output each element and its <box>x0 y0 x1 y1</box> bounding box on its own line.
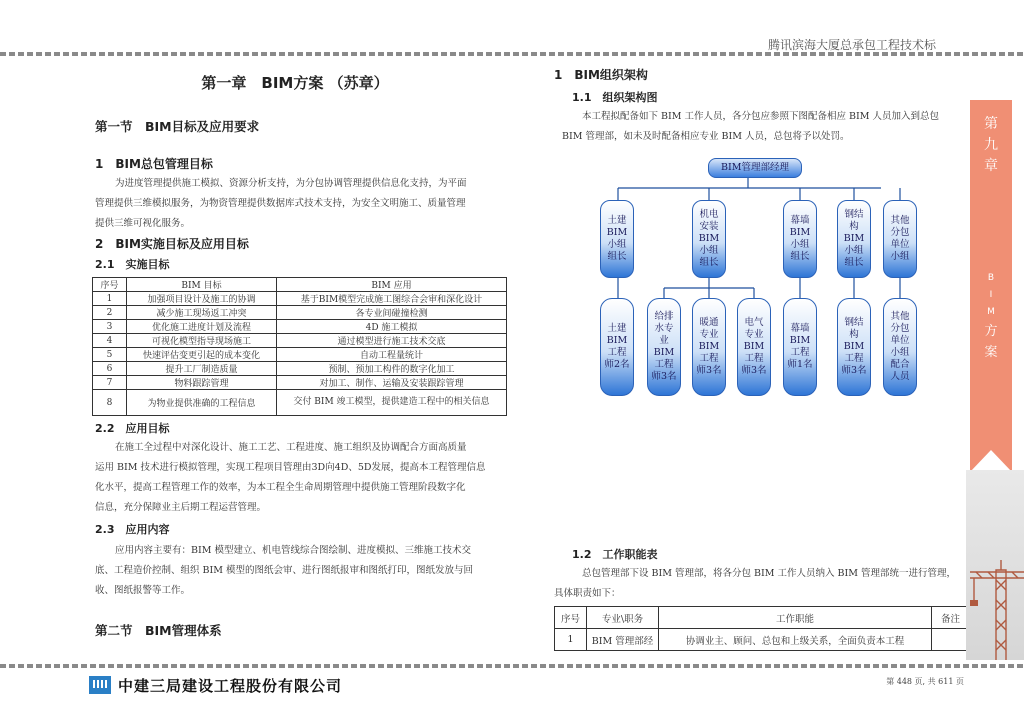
paragraph-line: 在施工全过程中对深化设计、施工工艺、工程进度、施工组织及协调配合方面高质量 <box>115 442 467 453</box>
table-cell: 8 <box>93 390 127 416</box>
table-cell: 5 <box>93 348 127 362</box>
paragraph-line: BIM 管理部，如未及时配备相应专业 BIM 人员，总包将予以处罚。 <box>562 131 850 142</box>
heading: 1 BIM总包管理目标 <box>95 157 213 171</box>
table-header-row <box>93 278 507 292</box>
org-node-civil-engineers: 土建BIM工程师2名 <box>600 298 634 396</box>
heading: 2 BIM实施目标及应用目标 <box>95 237 249 251</box>
ribbon-topic-label: B I M 方 案 <box>984 273 998 360</box>
company-logo-icon <box>89 676 111 694</box>
table-header-cell: 专业\职务 <box>587 607 659 629</box>
table-cell: 1 <box>555 629 587 651</box>
table-cell: 快速评估变更引起的成本变化 <box>127 348 277 362</box>
table-row <box>93 362 507 376</box>
table-header-cell: BIM 目标 <box>127 278 277 292</box>
table-row <box>555 629 970 651</box>
paragraph-line: 为进度管理提供施工模拟、资源分析支持，为分包协调管理提供信息化支持，为平面 <box>115 178 467 189</box>
document-header-title: 腾讯滨海大厦总承包工程技术标 <box>767 38 936 52</box>
table-cell: 预制、预加工构件的数字化加工 <box>277 362 507 376</box>
header-divider <box>0 52 1024 56</box>
table-cell: 6 <box>93 362 127 376</box>
table-cell: 可视化模型指导现场施工 <box>127 334 277 348</box>
table-cell: BIM 管理部经 <box>587 629 659 651</box>
chapter-ribbon <box>966 100 1024 472</box>
table-cell: 协调业主、顾问、总包和上级关系，全面负责本工程 <box>659 629 932 651</box>
table-cell: 提升工厂制造质量 <box>127 362 277 376</box>
table-row <box>93 306 507 320</box>
table-cell <box>932 629 970 651</box>
org-node-electrical-engineers: 电气专业BIM工程师3名 <box>737 298 771 396</box>
table-row <box>93 376 507 390</box>
heading: 2.1 实施目标 <box>95 258 170 271</box>
heading: 1.2 工作职能表 <box>572 548 658 561</box>
table-cell: 自动工程量统计 <box>277 348 507 362</box>
table-row <box>93 292 507 306</box>
footer-company-name: 中建三局建设工程股份有限公司 <box>118 677 343 695</box>
table-cell: 2 <box>93 306 127 320</box>
org-node-mep-leader: 机电安装BIM小组组长 <box>692 200 726 278</box>
table-cell: 加强项目设计及施工的协调 <box>127 292 277 306</box>
table-cell: 为物业提供准确的工程信息 <box>127 390 277 416</box>
work-duty-table <box>554 606 970 651</box>
ribbon-chapter-label: 第 九 章 <box>984 116 998 174</box>
org-node-other-subcontractors: 其他分包单位小组 <box>883 200 917 278</box>
table-row <box>93 320 507 334</box>
org-node-civil-leader: 土建BIM小组组长 <box>600 200 634 278</box>
section-title: 第二节 BIM管理体系 <box>95 623 222 638</box>
paragraph-line: 化水平，提高工程管理工作的效率，为本工程全生命周期管理中提供施工管理阶段数字化 <box>95 482 466 493</box>
table-cell: 基于BIM模型完成施工图综合会审和深化设计 <box>277 292 507 306</box>
org-node-curtainwall-engineer: 幕墙BIM工程师1名 <box>783 298 817 396</box>
org-node-steel-leader: 钢结构BIM小组组长 <box>837 200 871 278</box>
footer-page-number: 第 448 页, 共 611 页 <box>886 677 964 686</box>
paragraph-line: 底、工程造价控制、组织 BIM 模型的图纸会审、进行图纸报审和图纸打印，图纸发放与回 <box>95 565 474 576</box>
paragraph-line: 本工程拟配备如下 BIM 工作人员，各分包应参照下图配备相应 BIM 人员加入到总包 <box>582 111 940 122</box>
heading: 2.3 应用内容 <box>95 523 170 536</box>
table-cell: 4 <box>93 334 127 348</box>
paragraph-line: 总包管理部下设 BIM 管理部，将各分包 BIM 工作人员纳入 BIM 管理部统一进行管理， <box>582 568 957 579</box>
table-header-cell: 工作职能 <box>659 607 932 629</box>
paragraph-line: 信息，充分保障业主后期工程运营管理。 <box>95 502 267 513</box>
table-header-cell: 备注 <box>932 607 970 629</box>
table-cell: 3 <box>93 320 127 334</box>
table-row <box>93 348 507 362</box>
table-cell: 4D 施工模拟 <box>277 320 507 334</box>
section-title: 第一节 BIM目标及应用要求 <box>95 119 260 134</box>
table-cell: 物料跟踪管理 <box>127 376 277 390</box>
org-chart <box>554 150 968 414</box>
table-cell: 优化施工进度计划及流程 <box>127 320 277 334</box>
table-header-cell: BIM 应用 <box>277 278 507 292</box>
table-header-cell: 序号 <box>555 607 587 629</box>
chapter-title: 第一章 BIM方案 （苏章） <box>201 74 389 92</box>
heading: 1.1 组织架构图 <box>572 91 658 104</box>
table-header-cell: 序号 <box>93 278 127 292</box>
paragraph-line: 收、图纸报警等工作。 <box>95 585 191 596</box>
org-node-curtainwall-leader: 幕墙BIM小组组长 <box>783 200 817 278</box>
org-node-hvac-engineers: 暖通专业BIM工程师3名 <box>692 298 726 396</box>
org-node-bim-manager: BIM管理部经理 <box>708 158 802 178</box>
table-cell: 对加工、制作、运输及安装跟踪管理 <box>277 376 507 390</box>
org-node-plumbing-engineers: 给排水专业BIM工程师3名 <box>647 298 681 396</box>
org-node-steel-engineers: 钢结构BIM工程师3名 <box>837 298 871 396</box>
table-cell: 减少施工现场返工冲突 <box>127 306 277 320</box>
table-cell: 各专业间碰撞检测 <box>277 306 507 320</box>
heading: 2.2 应用目标 <box>95 422 170 435</box>
paragraph-line: 运用 BIM 技术进行模拟管理，实现工程项目管理由3D向4D、5D发展，提高本工程管理信息 <box>95 462 486 473</box>
table-header-row <box>555 607 970 629</box>
paragraph-line: 具体职责如下： <box>554 588 621 599</box>
table-cell: 1 <box>93 292 127 306</box>
footer-divider <box>0 664 1024 668</box>
table-row <box>93 390 507 416</box>
tower-crane-illustration <box>966 560 1024 660</box>
paragraph-line: 提供三维可视化服务。 <box>95 218 191 229</box>
table-cell: 通过模型进行施工技术交底 <box>277 334 507 348</box>
table-row <box>93 334 507 348</box>
bim-goals-table <box>92 277 507 416</box>
table-cell: 交付 BIM 竣工模型，提供建造工程中的相关信息 <box>277 390 507 416</box>
table-cell: 7 <box>93 376 127 390</box>
right-page <box>554 62 968 647</box>
paragraph-line: 应用内容主要有：BIM 模型建立、机电管线综合图绘制、进度模拟、三维施工技术交 <box>115 545 471 556</box>
paragraph-line: 管理提供三维模拟服务，为物资管理提供数据库式技术支持，为安全文明施工、质量管理 <box>95 198 466 209</box>
org-node-other-staff: 其他分包单位小组配合人员 <box>883 298 917 396</box>
left-page <box>85 62 505 639</box>
heading: 1 BIM组织架构 <box>554 68 648 82</box>
